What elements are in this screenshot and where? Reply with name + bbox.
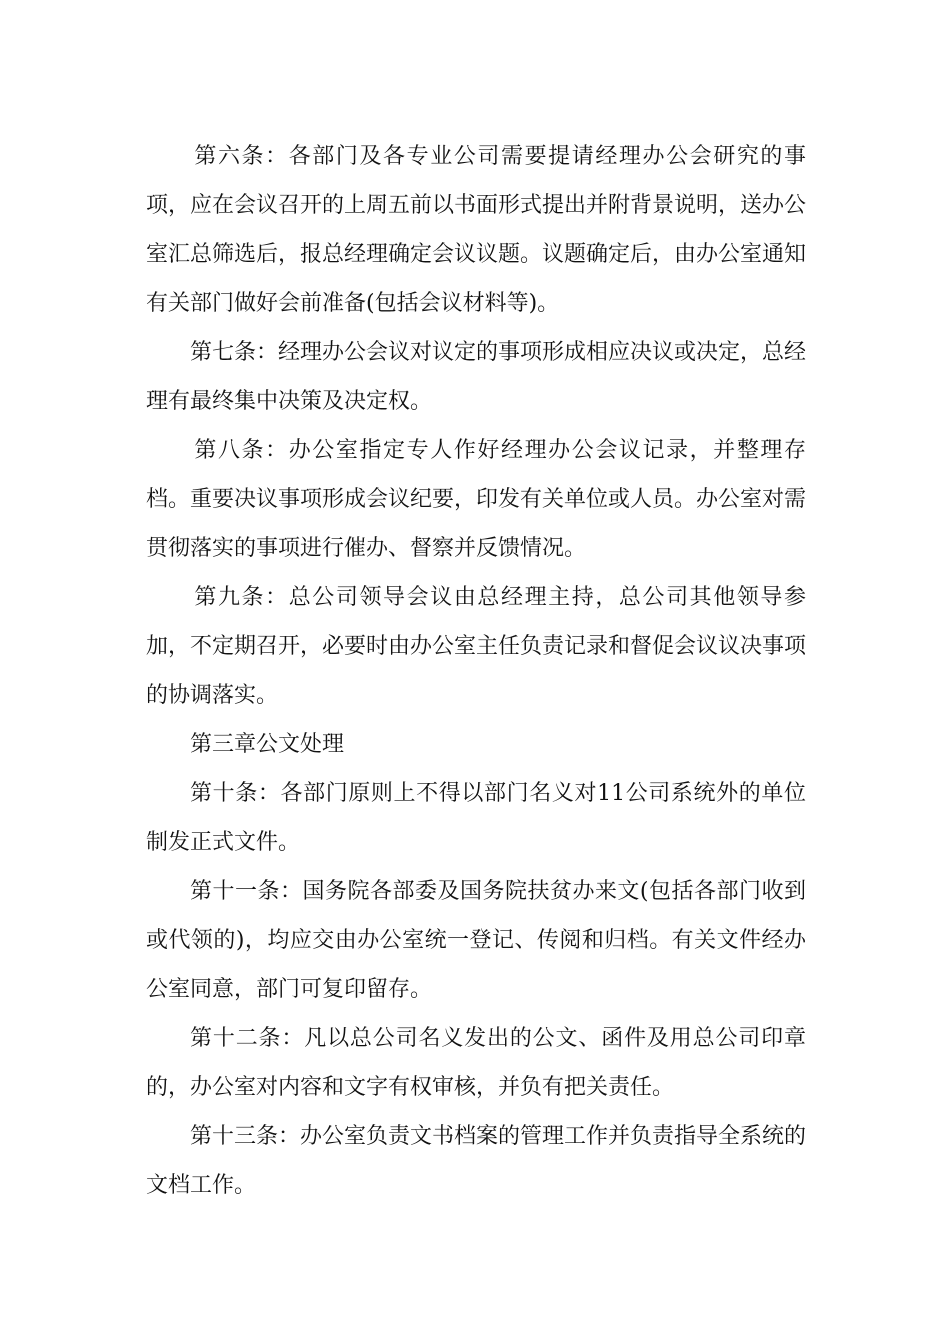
article-11: 第十一条：国务院各部委及国务院扶贫办来文(包括各部门收到或代领的)，均应交由办公室统一登记、传阅和归档。有关文件经办公室同意，部门可复印留存。: [146, 879, 806, 1002]
document-body: [146, 132, 806, 1210]
article-6: 第六条：各部门及各专业公司需要提请经理办公会研究的事项，应在会议召开的上周五前以书面形式提出并附背景说明，送办公室汇总筛选后，报总经理确定会议议题。议题确定后，由办公室通知有关部门做好会前准备(包括会议材料等)。: [146, 144, 807, 316]
article-13: 第十三条：办公室负责文书档案的管理工作并负责指导全系统的文档工作。: [146, 1124, 807, 1198]
article-7: 第七条：经理办公会议对议定的事项形成相应决议或决定，总经理有最终集中决策及决定权。: [146, 340, 807, 414]
article-12: 第十二条：凡以总公司名义发出的公文、函件及用总公司印章的，办公室对内容和文字有权审核，并负有把关责任。: [146, 1026, 806, 1100]
article-10: 第十条：各部门原则上不得以部门名义对11公司系统外的单位制发正式文件。: [146, 781, 806, 855]
chapter-3-heading: 第三章公文处理: [190, 732, 345, 757]
article-9: 第九条：总公司领导会议由总经理主持，总公司其他领导参加，不定期召开，必要时由办公室主任负责记录和督促会议议决事项的协调落实。: [146, 585, 807, 708]
article-8: 第八条：办公室指定专人作好经理办公会议记录，并整理存档。重要决议事项形成会议纪要，印发有关单位或人员。办公室对需贯彻落实的事项进行催办、督察并反馈情况。: [146, 438, 807, 561]
